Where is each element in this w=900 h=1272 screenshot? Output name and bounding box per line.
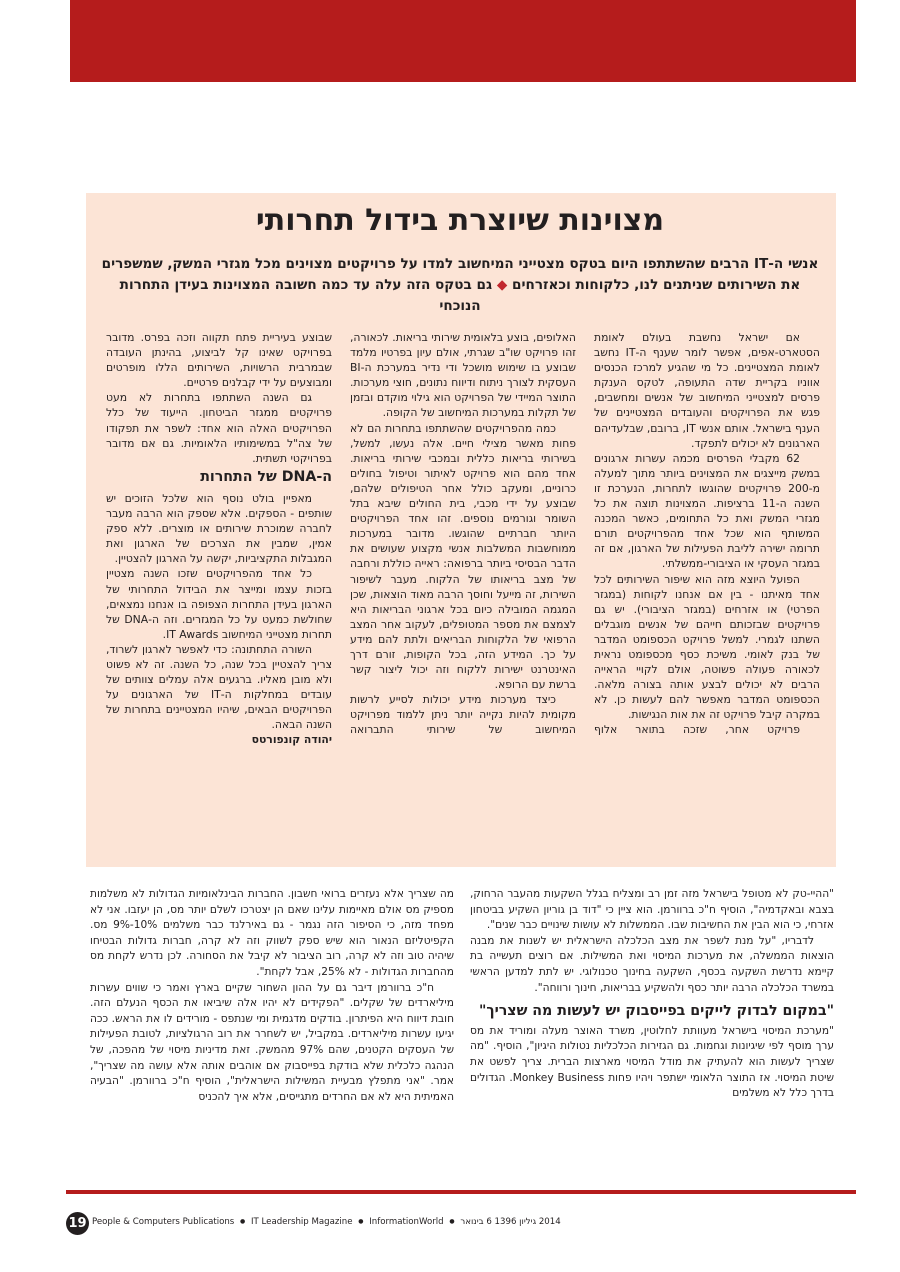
magazine-name: IT Leadership Magazine bbox=[251, 1217, 353, 1227]
diamond-icon: ◆ bbox=[496, 277, 508, 293]
author-byline: יהודה קונפורטס bbox=[251, 733, 332, 747]
paragraph: 62 מקבלי הפרסים מכמה עשרות ארגונים במשק מייצגים את המצוינים ביותר מתוך למעלה מ-200 פרויקטים שהוגשו לתחרות, הנערכת זו השנה ה-11 ברציפות. המצוינות תוצה את כל מגזרי המשק ואת כל התחומים, כאשר המכנה המשותף הוא שכל אחד מהפרויקטים תורם תרומה ישירה לליבת הפעילות של הארגון, אם זה במגזר העסקי או הציבורי-ממשלתי. bbox=[594, 451, 820, 571]
paragraph: מה שצריך אלא נעזרים ברואי חשבון. החברות הבינלאומיות הגדולות לא משלמות מספיק מס אולם מאיימות עלינו שאם הן יצטרכו לשלם יותר מס, הן יעזבו. אני לא מפחד מזה, כי הסיפור הזה נגמר - גם באירלנד כבר משלמים 10%-9% מס. הקפיטליזם הנאור הוא שיש ספק לשווק וזה לא קרה, חברות גדולות הבטיחו שיהיה טוב וזה לא קרה, רוב הציבור לא קיבל את הסחורה. לכן נדרש לקחת מס מהחברות הגדולות - לא 25%, אבל לקחת". bbox=[90, 888, 454, 978]
paragraph: "מערכת המיסוי בישראל מעוותת לחלוטין, משרד האוצר מעלה ומוריד את מס ערך מוסף לפי שיגיונות וגחמות. גם הגזירות הכלכליות נטולות היגיון", הוסיף. "מה שצריך לעשות הוא להעתיק את מודל המיסוי מארצות הברית. צריך לפשט את שיטת המיסוי. אז התוצר הלאומי ישתפר ויהיו פחות Monkey Business. הגדולים בדרך כלל לא משלמים bbox=[470, 1024, 834, 1100]
article-column-right bbox=[594, 330, 820, 862]
top-color-band bbox=[70, 0, 856, 82]
paragraph: השורה התחתונה: כדי לאפשר לארגון לשרוד, צריך להצטיין בכל שנה, כל השנה. זה לא פשוט ולא מובן מאליו. ברגעים אלה עמלים צוותים של עובדים במחלקות ה-IT של הארגונים על הפרויקטים הבאים, שיהיו המצטיינים בתחרות של השנה הבאה. bbox=[106, 642, 332, 732]
footer-rule bbox=[66, 1190, 856, 1194]
subtitle-part-2: גם בטקס הזה עלה עד כמה חשובה המצוינות בעידן התחרות הנוכחי bbox=[119, 277, 493, 314]
paragraph: כל אחד מהפרויקטים שזכו השנה מצטיין בזכות עצמו ומייצר את הבידול התחרותי של הארגון בעידן התחרות הצפופה בו אנחנו נמצאים, שחולשת כמעט על כל המגזרים. וזה ה-DNA של תחרות מצטייני המיחשוב IT Awards. bbox=[106, 567, 332, 641]
paragraph: ח"כ ברוורמן דיבר גם על ההון השחור שקיים בארץ ואמר כי שווים עשרות מיליארדים של שקלים. "הפקידים לא יהיו אלה שיביאו את הכסף הנעלם הזה. חובת דיווח היא הפיתרון. בודקים מדגמית ומי שנתפס - מורידים לו את הראש. ככה יגיעו עשרות מיליארדים. במקביל, יש לשחרר את רוב הרגולציות, לטובת הפעילות של העסקים הקטנים, שהם 97% מהמשק. זאת מדיניות מיסוי של מהפכה, של הנהגה כלכלית שלא בודקת בפייסבוק אם אוהבים אותה אלא עושה מה שצריך", אמר. "אני מתפלץ מבעיית המשילות הישראלית", הוסיף ח"כ ברוורמן. "הבעיה האמיתית היא לא אם החרדים מתגייסים, אלא איך להכניס bbox=[90, 981, 454, 1103]
paragraph: כמה מהפרויקטים שהשתתפו בתחרות הם לא פחות מאשר מצילי חיים. אלה נעשו, למשל, בשירותי בריאות כללית ובמכבי שירותי בריאות. אחד מהם הוא פרויקט לאיתור וטיפול בחולים כרוניים, ומעקב כולל אחר הטיפולים שלהם, שבוצע על ידי מכבי, בית החולים שיבא בתל השומר וגורמים נוספים. זהו אחד הפרויקטים היותר חברתיים שהוגשו. מדובר במערכות ממוחשבות המשלבות אנשי מקצוע שעושים את הדבר הבסיסי ביותר ברפואה: ראייה כוללת ורחבה של מצב בריאותו של הלקוח. מעבר לשיפור השירות, זה מייעל וחוסך הרבה מאוד הוצאות, שכן המגמה המובילה כיום בכל ארגוני הבריאות היא לצמצם את מספר המטופלים, לעקוב אחר המצב הרפואי של הלקוחות הבריאים ולתת להם מידע על כך. המידע הזה, בכל הקופות, זורם דרך האינטרנט ישירות ללקוח וזה יכול ליצור קשר ברשת עם הרופא. bbox=[350, 421, 576, 692]
paragraph: מאפיין בולט נוסף הוא שלכל הזוכים יש שותפים - הספקים. אלא שספק הוא הרבה מעבר לחברה שמוכרת שירותים או מוצרים. ללא ספק אמין, שמבין את הצרכים של הארגון ואת המגבלות התקציביות, יקשה על הארגון להצטיין. bbox=[106, 491, 332, 566]
section-heading: ה-DNA של התחרות bbox=[200, 468, 332, 485]
footer-info bbox=[92, 1217, 561, 1227]
page-number: 19 bbox=[66, 1212, 89, 1235]
bullet-icon: ● bbox=[449, 1218, 455, 1225]
paragraph: האלופים, בוצע בלאומית שירותי בריאות. לכאורה, זהו פרויקט שו"ב שגרתי, אולם עיון בפרטיו מלמד שבוצע בו שימוש מושכל ודי נדיר במערכת ה-BI העסקית לצורך ניתוח ודיווח נתונים, חוצי מערכות. התוצר המיידי של הפרויקט הוא גילוי מוקדם ובזמן של תקלות במערכות המיחשוב של הקופה. bbox=[350, 331, 576, 420]
article-title: מצוינות שיוצרת בידול תחרותי bbox=[255, 203, 665, 238]
paragraph: הפועל היוצא מזה הוא שיפור השירותים לכל אחד מאיתנו - בין אם אנחנו לקוחות (במגזר הפרטי) או אזרחים (במגזר הציבורי). יש גם פרויקטים שבזכותם חייהם של אנשים מוגבלים השתנו לגמרי. למשל פרויקט הכספומט המדבר של בנק לאומי. משיכת כסף מכספומט נראית לכאורה פעולה פשוטה, אולם לקויי הראייה הרבים לא יכולים לבצע אותה בצורה מלאה. הכספומט המדבר מאפשר להם לעשות כן. לא במקרה קיבל פרויקט זה את אות הנגישות. bbox=[594, 572, 820, 722]
section-heading: "במקום לבדוק לייקים בפייסבוק יש לעשות מה שצריך" bbox=[479, 1003, 834, 1020]
issue-info: 2014 גיליון 1396 6 בינואר bbox=[460, 1217, 561, 1227]
article-column-middle bbox=[350, 330, 576, 862]
page-footer bbox=[66, 1208, 856, 1238]
article-subtitle bbox=[100, 254, 820, 317]
paragraph: לדבריו, "על מנת לשפר את מצב הכלכלה הישראלית יש לשנות את מבנה הוצאות הממשלה, את מערכות המיסוי ואת המשילות. אם רוצים תעשייה בת קיימא נדרשת השקעה בכסף, השקעה בחינוך טכנולוגי. יש לתת למדען הראשי במשרד הכלכלה הרבה יותר כסף ולהשקיע בבריאות, חינוך ורווחה". bbox=[470, 934, 834, 994]
paragraph: "ההיי-טק לא מטופל בישראל מזה זמן רב ומצליח בגלל השקעות מהעבר הרחוק, בצבא ובאקדמיה", הוסיף ח"כ ברוורמן. הוא ציין כי "דוד בן גוריון השקיע בביטחון אזרחי, כי הוא הבין את החשיבות שבו. הממשלות לא עושות שינויים כבר שנים". bbox=[470, 888, 834, 932]
paragraph: כיצד מערכות מידע יכולות לסייע לרשות מקומית להיות נקייה יותר ניתן ללמוד מפרויקט המיחשוב של שירותי התברואה bbox=[350, 693, 576, 737]
article-column-left bbox=[106, 330, 332, 862]
bullet-icon: ● bbox=[358, 1218, 364, 1225]
bullet-icon: ● bbox=[240, 1218, 246, 1225]
subtitle-part-1: אנשי ה-IT הרבים שהשתתפו היום בטקס מצטייני המיחשוב למדו על פרויקטים מצוינים מכל מגזרי המשק, שמשפרים את השירותים שניתנים לנו, כלקוחות וכאזרחים bbox=[101, 256, 819, 293]
publisher-name: People & Computers Publications bbox=[92, 1217, 235, 1227]
lower-column-right bbox=[470, 887, 834, 1177]
paragraph: פרויקט אחר, שזכה בתואר אלוף bbox=[594, 723, 800, 737]
paragraph: גם השנה השתתפו בתחרות לא מעט פרויקטים ממגזר הביטחון. הייעוד של כלל הפרויקטים האלה הוא אחד: לשפר את תפקודו של צה"ל במשימותיו הלאומיות. גם אם מדובר בפרויקטי תשתית. bbox=[106, 391, 332, 465]
paragraph: אם ישראל נחשבת בעולם לאומת הסטארט-אפים, אפשר לומר שענף ה-IT נחשב לאומת המצטיינים. כל מי שהגיע למרכז הכנסים אווניו בקריית שדה התעופה, לטקס הענקת פרסים למצטייני המיחשוב של אנשים ומחשבים, פגש את הפרויקטים והעובדים המצטיינים של הענף בישראל. אותם אנשי IT, ברובם, שבלעדיהם הארגונים לא יכולים לתפקד. bbox=[594, 331, 820, 450]
site-name: InformationWorld bbox=[369, 1217, 444, 1227]
lower-column-left bbox=[90, 887, 454, 1177]
paragraph: שבוצע בעיריית פתח תקווה וזכה בפרס. מדובר בפרויקט שאינו קל לביצוע, בהינתן העובדה שבמרבית הרשויות, השירותים הללו מופרטים ומבוצעים על ידי קבלנים פרטיים. bbox=[106, 331, 332, 390]
